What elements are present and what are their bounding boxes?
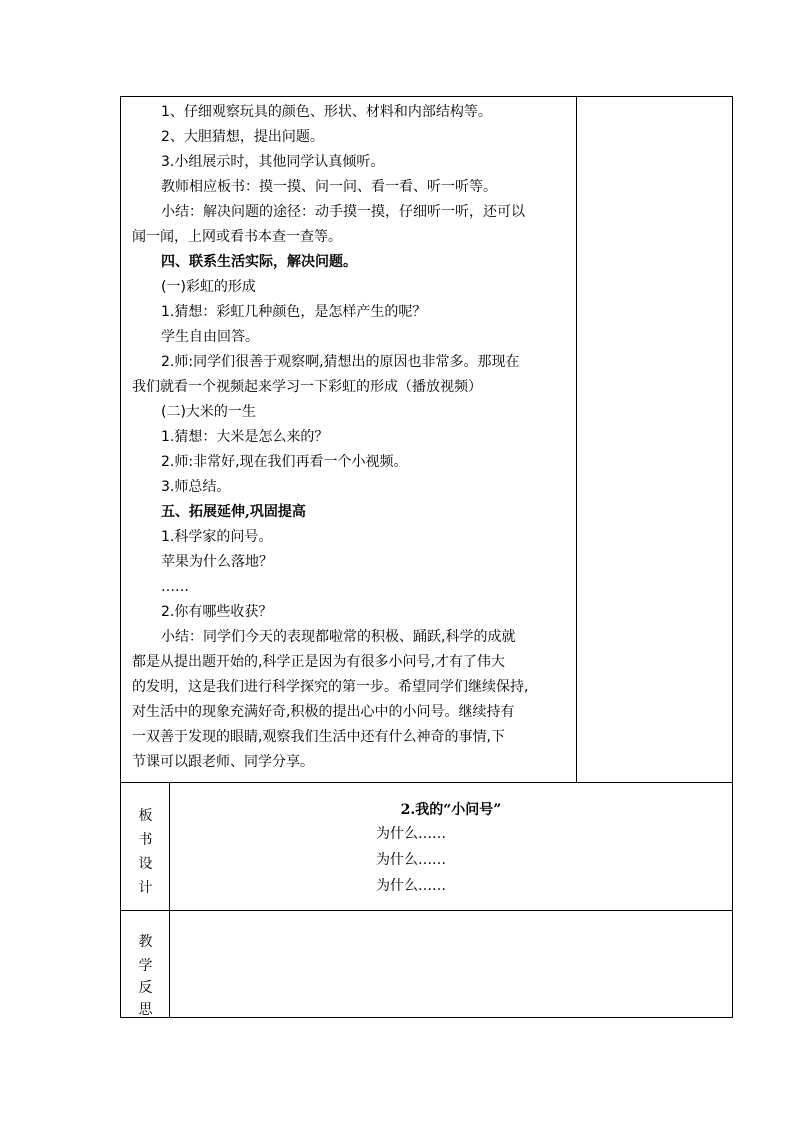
- text-line: (二)大米的一生: [161, 404, 256, 420]
- text-line: 节课可以跟老师、同学分享。: [132, 754, 314, 770]
- text-line: 学生自由回答。: [161, 329, 259, 345]
- lesson-plan-table: [120, 96, 733, 1018]
- board-line: 为什么……: [376, 826, 446, 842]
- text-line: 2、大胆猜想，提出问题。: [161, 129, 324, 145]
- text-line: 3.小组展示时，其他同学认真倾听。: [161, 154, 385, 170]
- board-design-label: [121, 783, 170, 911]
- text-line: 的发明，这是我们进行科学探究的第一步。希望同学们继续保持,: [132, 679, 529, 695]
- label-char: 学: [138, 958, 153, 974]
- label-char: 计: [138, 880, 153, 896]
- text-line: ……: [161, 579, 189, 595]
- board-line: 为什么……: [376, 878, 446, 894]
- text-line: (一)彩虹的形成: [161, 279, 256, 295]
- text-line: 2.你有哪些收获？: [161, 604, 273, 620]
- text-line: 我们就看一个视频起来学习一下彩虹的形成（播放视频）: [132, 379, 482, 395]
- text-line: 3.师总结。: [161, 479, 231, 495]
- board-line: 为什么……: [376, 852, 446, 868]
- section-heading: 四、联系生活实际，解决问题。: [161, 254, 357, 270]
- label-char: 设: [138, 856, 153, 872]
- teaching-process-cell: [121, 97, 577, 783]
- label-char: 反: [138, 980, 153, 996]
- label-char: 教: [138, 934, 153, 950]
- text-line: 2.师:非常好,现在我们再看一个小视频。: [161, 454, 408, 470]
- label-char: 板: [138, 808, 153, 824]
- text-line: 闻一闻，上网或看书本查一查等。: [132, 229, 342, 245]
- text-line: 小结：同学们今天的表现都啦常的积极、踊跃,科学的成就: [161, 629, 516, 645]
- text-line: 对生活中的现象充满好奇,积极的提出心中的小问号。继续持有: [132, 704, 515, 720]
- text-line: 1.猜想：彩虹几种颜色，是怎样产生的呢？: [161, 304, 427, 320]
- section-heading: 五、拓展延伸,巩固提高: [161, 504, 306, 520]
- notes-cell: [577, 97, 732, 783]
- text-line: 2.师:同学们很善于观察啊,猜想出的原因也非常多。那现在: [161, 354, 520, 370]
- text-line: 苹果为什么落地？: [161, 554, 273, 570]
- label-char: 书: [138, 832, 153, 848]
- board-title: 2.我的“小问号”: [400, 802, 502, 818]
- text-line: 教师相应板书：摸一摸、问一问、看一看、听一听等。: [161, 179, 497, 195]
- text-line: 1.猜想：大米是怎么来的？: [161, 429, 329, 445]
- text-line: 都是从提出题开始的,科学正是因为有很多小问号,才有了伟大: [132, 654, 505, 670]
- text-line: 一双善于发现的眼睛,观察我们生活中还有什么神奇的事情,下: [132, 729, 505, 745]
- reflection-label: [121, 911, 170, 1017]
- label-char: 思: [138, 1002, 153, 1018]
- text-line: 1.科学家的问号。: [161, 529, 273, 545]
- board-design-content: [170, 783, 732, 911]
- text-line: 小结：解决问题的途径：动手摸一摸，仔细听一听，还可以: [161, 204, 525, 220]
- reflection-content[interactable]: [170, 911, 732, 1017]
- text-line: 1、仔细观察玩具的颜色、形状、材料和内部结构等。: [161, 104, 492, 120]
